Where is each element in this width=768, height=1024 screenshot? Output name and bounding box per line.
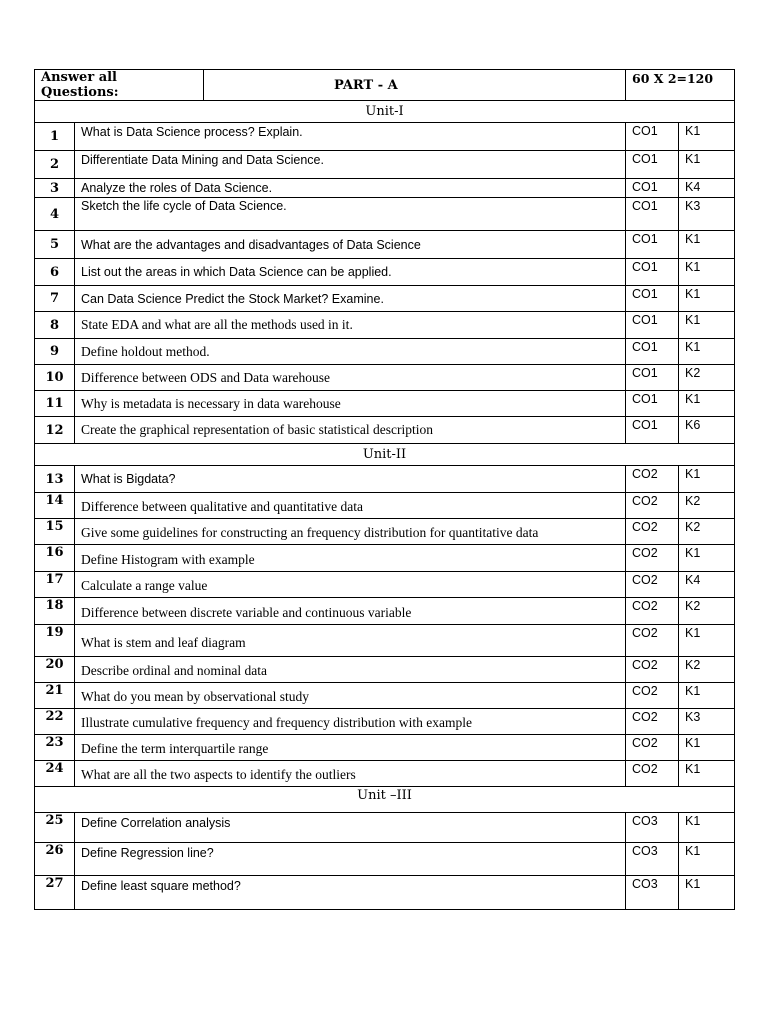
question-row (35, 519, 735, 545)
course-outcome: CO1 (626, 231, 679, 259)
marks-label: 60 X 2=120 (626, 70, 735, 101)
question-text: Calculate a range value (75, 572, 626, 598)
question-text: What are all the two aspects to identify the outliers (75, 761, 626, 787)
question-number: 9 (35, 339, 75, 365)
knowledge-level: K1 (679, 735, 735, 761)
question-number: 4 (35, 198, 75, 231)
question-row (35, 339, 735, 365)
question-text: Difference between ODS and Data warehouse (75, 365, 626, 391)
unit-title: Unit –III (35, 787, 735, 813)
question-text: What are the advantages and disadvantages of Data Science (75, 231, 626, 259)
question-text: Illustrate cumulative frequency and frequency distribution with example (75, 709, 626, 735)
question-row (35, 572, 735, 598)
question-row (35, 198, 735, 231)
question-number: 16 (35, 545, 75, 572)
question-text: Analyze the roles of Data Science. (75, 179, 626, 198)
knowledge-level: K1 (679, 259, 735, 286)
question-number: 25 (35, 813, 75, 843)
knowledge-level: K1 (679, 286, 735, 312)
question-text: Define Regression line? (75, 843, 626, 876)
knowledge-level: K6 (679, 417, 735, 444)
knowledge-level: K1 (679, 761, 735, 787)
question-text: Difference between discrete variable and continuous variable (75, 598, 626, 625)
question-text: Why is metadata is necessary in data warehouse (75, 391, 626, 417)
question-number: 20 (35, 657, 75, 683)
question-paper-table (34, 69, 735, 910)
course-outcome: CO2 (626, 657, 679, 683)
unit-row (35, 101, 735, 123)
question-number: 5 (35, 231, 75, 259)
question-number: 11 (35, 391, 75, 417)
course-outcome: CO1 (626, 198, 679, 231)
unit-row (35, 444, 735, 466)
question-row (35, 466, 735, 493)
question-row (35, 735, 735, 761)
question-row (35, 179, 735, 198)
question-row (35, 683, 735, 709)
course-outcome: CO1 (626, 179, 679, 198)
question-number: 22 (35, 709, 75, 735)
knowledge-level: K2 (679, 598, 735, 625)
question-number: 2 (35, 151, 75, 179)
knowledge-level: K1 (679, 813, 735, 843)
question-number: 19 (35, 625, 75, 657)
question-text: Define holdout method. (75, 339, 626, 365)
question-text: Define Histogram with example (75, 545, 626, 572)
question-number: 15 (35, 519, 75, 545)
course-outcome: CO3 (626, 876, 679, 910)
question-number: 1 (35, 123, 75, 151)
question-number: 14 (35, 493, 75, 519)
question-row (35, 657, 735, 683)
knowledge-level: K3 (679, 709, 735, 735)
course-outcome: CO1 (626, 286, 679, 312)
question-number: 10 (35, 365, 75, 391)
knowledge-level: K4 (679, 179, 735, 198)
course-outcome: CO2 (626, 625, 679, 657)
knowledge-level: K1 (679, 123, 735, 151)
knowledge-level: K3 (679, 198, 735, 231)
question-number: 6 (35, 259, 75, 286)
question-text: What is stem and leaf diagram (75, 625, 626, 657)
question-text: Can Data Science Predict the Stock Market? Examine. (75, 286, 626, 312)
course-outcome: CO1 (626, 123, 679, 151)
course-outcome: CO1 (626, 391, 679, 417)
question-text: Give some guidelines for constructing an frequency distribution for quantitative data (75, 519, 626, 545)
course-outcome: CO3 (626, 813, 679, 843)
course-outcome: CO1 (626, 259, 679, 286)
course-outcome: CO1 (626, 417, 679, 444)
course-outcome: CO2 (626, 545, 679, 572)
question-text: Create the graphical representation of basic statistical description (75, 417, 626, 444)
question-number: 24 (35, 761, 75, 787)
course-outcome: CO2 (626, 761, 679, 787)
question-text: Define the term interquartile range (75, 735, 626, 761)
question-row (35, 365, 735, 391)
course-outcome: CO2 (626, 683, 679, 709)
question-row (35, 876, 735, 910)
course-outcome: CO1 (626, 365, 679, 391)
question-number: 8 (35, 312, 75, 339)
knowledge-level: K2 (679, 493, 735, 519)
question-number: 17 (35, 572, 75, 598)
course-outcome: CO1 (626, 339, 679, 365)
knowledge-level: K1 (679, 843, 735, 876)
question-text: Sketch the life cycle of Data Science. (75, 198, 626, 231)
knowledge-level: K1 (679, 876, 735, 910)
question-row (35, 761, 735, 787)
knowledge-level: K2 (679, 657, 735, 683)
question-row (35, 625, 735, 657)
question-row (35, 709, 735, 735)
knowledge-level: K4 (679, 572, 735, 598)
question-number: 23 (35, 735, 75, 761)
question-row (35, 231, 735, 259)
question-number: 27 (35, 876, 75, 910)
question-row (35, 598, 735, 625)
question-text: What is Bigdata? (75, 466, 626, 493)
knowledge-level: K1 (679, 683, 735, 709)
knowledge-level: K1 (679, 151, 735, 179)
question-number: 7 (35, 286, 75, 312)
unit-row (35, 787, 735, 813)
knowledge-level: K1 (679, 391, 735, 417)
knowledge-level: K1 (679, 339, 735, 365)
unit-title: Unit-II (35, 444, 735, 466)
question-text: List out the areas in which Data Science can be applied. (75, 259, 626, 286)
question-text: What do you mean by observational study (75, 683, 626, 709)
question-row (35, 151, 735, 179)
question-number: 13 (35, 466, 75, 493)
question-text: Describe ordinal and nominal data (75, 657, 626, 683)
question-row (35, 391, 735, 417)
course-outcome: CO2 (626, 735, 679, 761)
question-text: Define Correlation analysis (75, 813, 626, 843)
knowledge-level: K1 (679, 466, 735, 493)
course-outcome: CO2 (626, 709, 679, 735)
question-text: State EDA and what are all the methods used in it. (75, 312, 626, 339)
question-row (35, 312, 735, 339)
question-number: 18 (35, 598, 75, 625)
course-outcome: CO2 (626, 519, 679, 545)
course-outcome: CO2 (626, 466, 679, 493)
instruction-label: Answer all Questions: (35, 70, 204, 101)
course-outcome: CO1 (626, 151, 679, 179)
course-outcome: CO2 (626, 598, 679, 625)
course-outcome: CO3 (626, 843, 679, 876)
knowledge-level: K2 (679, 365, 735, 391)
question-row (35, 259, 735, 286)
course-outcome: CO1 (626, 312, 679, 339)
question-row (35, 417, 735, 444)
question-row (35, 843, 735, 876)
unit-title: Unit-I (35, 101, 735, 123)
knowledge-level: K1 (679, 231, 735, 259)
question-row (35, 286, 735, 312)
part-title: PART - A (204, 70, 626, 101)
header-row (35, 70, 735, 101)
question-text: What is Data Science process? Explain. (75, 123, 626, 151)
knowledge-level: K2 (679, 519, 735, 545)
knowledge-level: K1 (679, 625, 735, 657)
knowledge-level: K1 (679, 545, 735, 572)
question-row (35, 123, 735, 151)
question-row (35, 813, 735, 843)
course-outcome: CO2 (626, 572, 679, 598)
course-outcome: CO2 (626, 493, 679, 519)
knowledge-level: K1 (679, 312, 735, 339)
question-row (35, 545, 735, 572)
question-row (35, 493, 735, 519)
question-number: 3 (35, 179, 75, 198)
question-number: 26 (35, 843, 75, 876)
question-text: Define least square method? (75, 876, 626, 910)
question-text: Differentiate Data Mining and Data Science. (75, 151, 626, 179)
question-text: Difference between qualitative and quantitative data (75, 493, 626, 519)
question-number: 12 (35, 417, 75, 444)
question-number: 21 (35, 683, 75, 709)
